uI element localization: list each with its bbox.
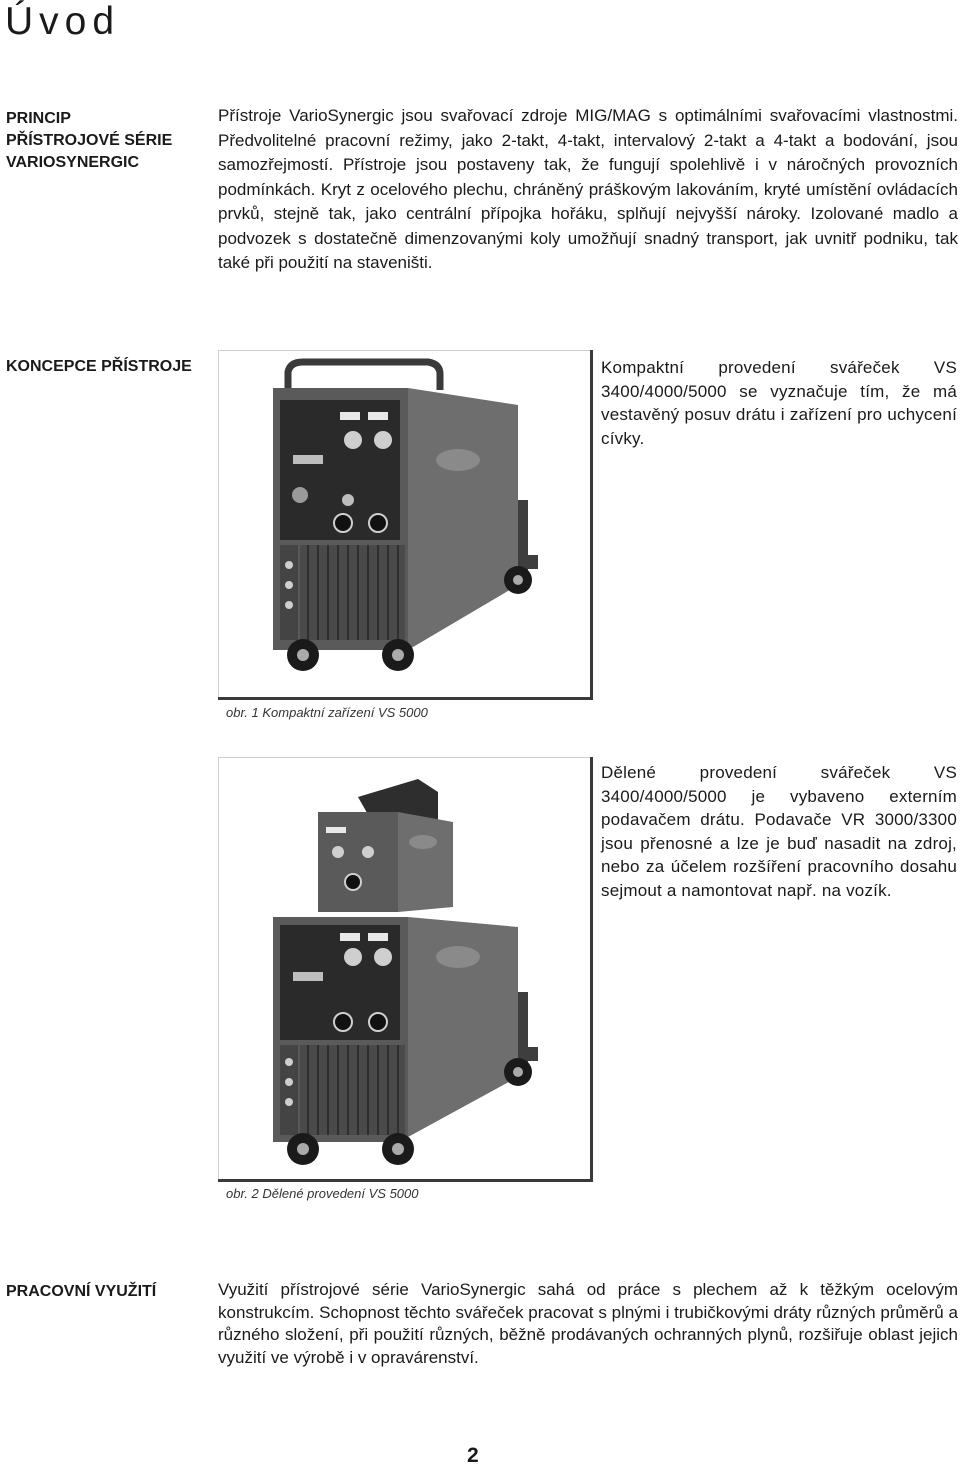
- welder-split-image: [218, 757, 590, 1179]
- section-heading-koncepce: KONCEPCE PŘÍSTROJE: [6, 358, 192, 375]
- heading-line: VARIOSYNERGIC: [6, 154, 140, 171]
- page-number: 2: [467, 1444, 479, 1467]
- section-heading-princip: [6, 108, 172, 174]
- welder-compact-image: [218, 350, 590, 697]
- figure-split-machine: [218, 757, 593, 1182]
- figure-caption-1: obr. 1 Kompaktní zařízení VS 5000: [226, 705, 428, 720]
- page-title: Úvod: [5, 0, 121, 43]
- vyuziti-paragraph: Využití přístrojové série VarioSynergic sahá od práce s plechem až k těžkým ocelovým konstrukcím. Schopnost těchto svářeček pracovat s plnými i trubičkovými dráty různých průměrů a různého složení, při použití různých, běžně prodávaných ochranných plynů, rozšiřuje oblast jejich využití ve výrobě i v opravárenství.: [218, 1280, 958, 1367]
- figure-compact-machine: [218, 350, 593, 700]
- koncepce-paragraph-1: Kompaktní provedení svářeček VS 3400/4000/5000 se vyznačuje tím, že má vestavěný posuv drátu i zařízení pro uchycení cívky.: [601, 358, 957, 448]
- princip-paragraph: Přístroje VarioSynergic jsou svařovací zdroje MIG/MAG s optimálními svařovacími vlastnostmi. Předvolitelné pracovní režimy, jako 2-takt, 4-takt, intervalový 2-takt a 4-takt a bodování, jsou samozřejmostí. Přístroje jsou postaveny tak, že fungují spolehlivě i v náročných provozních podmínkách. Kryt z ocelového plechu, chráněný práškovým lakováním, kryté umístění ovládacích prvků, stejně tak, jako centrální přípojka hořáku, splňují nejvyšší nároky. Izolované madlo a podvozek s dostatečně dimenzovanými koly umožňují snadný transport, jak uvnitř podniku, tak také při použití na staveništi.: [218, 106, 958, 272]
- koncepce-paragraph-2: Dělené provedení svářeček VS 3400/4000/5000 je vybaveno externím podavačem drátu. Podavače VR 3000/3300 jsou přenosné a lze je buď nasadit na zdroj, nebo za účelem rozšíření pracovního dosahu sejmout a namontovat např. na vozík.: [601, 763, 957, 900]
- figure-caption-2: obr. 2 Dělené provedení VS 5000: [226, 1186, 419, 1201]
- section-heading-vyuziti: PRACOVNÍ VYUŽITÍ: [6, 1283, 157, 1300]
- heading-line: PRINCIP: [6, 110, 71, 127]
- heading-line: PŘÍSTROJOVÉ SÉRIE: [6, 132, 173, 149]
